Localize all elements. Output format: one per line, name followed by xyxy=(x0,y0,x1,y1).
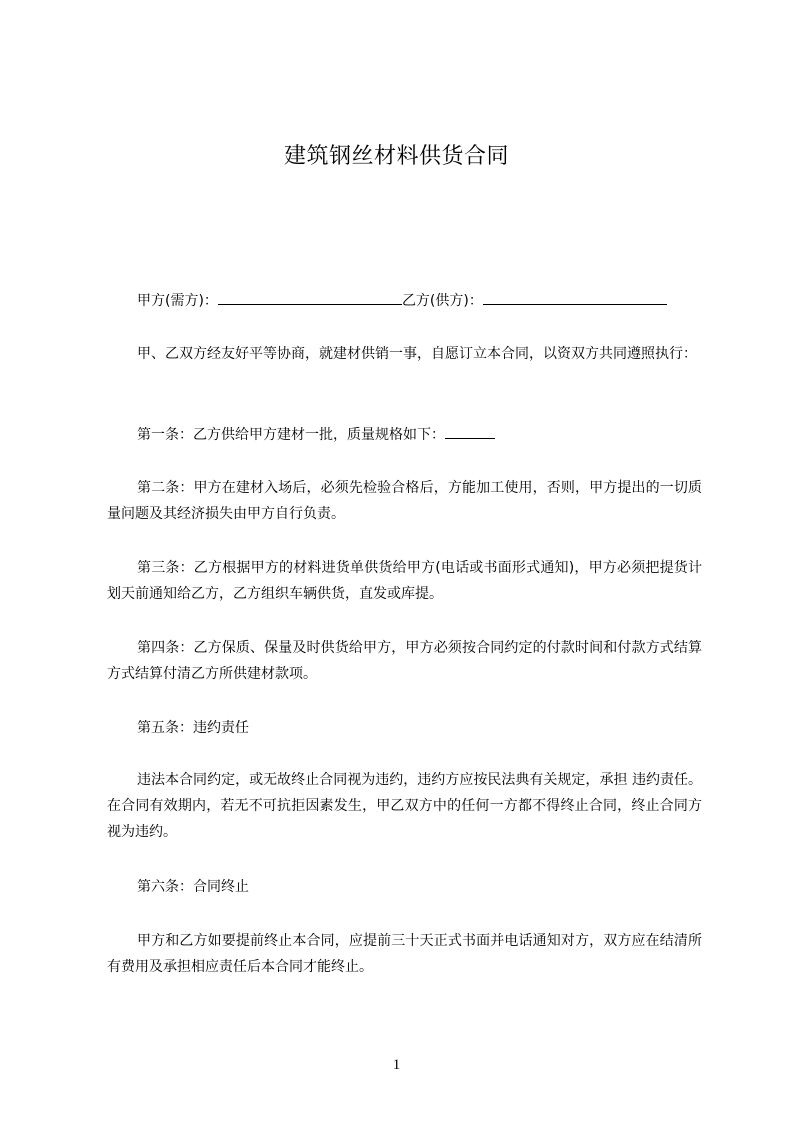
document-title: 建筑钢丝材料供货合同 xyxy=(283,144,509,169)
parties-line xyxy=(137,290,667,312)
article-4: 第四条：乙方保质、保量及时供货给甲方，甲方必须按合同约定的付款时间和付款方式结算方式结算付清乙方所供建材款项。 xyxy=(107,640,702,682)
party-a-label: 甲方(需方)： xyxy=(137,293,218,309)
article-1-text: 第一条：乙方供给甲方建材一批，质量规格如下： xyxy=(137,427,445,443)
party-a-blank[interactable] xyxy=(218,290,402,305)
article-1 xyxy=(137,424,495,446)
article-5-heading: 第五条：违约责任 xyxy=(137,720,249,736)
party-b-blank[interactable] xyxy=(483,290,667,305)
article-2: 第二条：甲方在建材入场后，必须先检验合格后，方能加工使用，否则，甲方提出的一切质量问题及其经济损失由甲方自行负责。 xyxy=(107,480,702,522)
article-3: 第三条：乙方根据甲方的材料进货单供货给甲方(电话或书面形式通知)，甲方必须把提货计划天前通知给乙方，乙方组织车辆供货，直发或库提。 xyxy=(107,560,702,602)
page-number: 1 xyxy=(392,1057,401,1073)
article-6-heading: 第六条：合同终止 xyxy=(137,879,249,895)
spec-blank[interactable] xyxy=(445,424,495,439)
party-b-label: 乙方(供方)： xyxy=(401,293,483,309)
article-5-body: 违法本合同约定，或无故终止合同视为违约，违约方应按民法典有关规定，承担 违约责任。在合同有效期内，若无不可抗拒因素发生，甲乙双方中的任何一方都不得终止合同，终止合同方视为违约。 xyxy=(107,772,702,840)
article-6-body: 甲方和乙方如要提前终止本合同，应提前三十天正式书面并电话通知对方，双方应在结清所有费用及承担相应责任后本合同才能终止。 xyxy=(107,933,702,975)
intro-paragraph: 甲、乙双方经友好平等协商，就建材供销一事，自愿订立本合同，以资双方共同遵照执行： xyxy=(137,346,697,362)
